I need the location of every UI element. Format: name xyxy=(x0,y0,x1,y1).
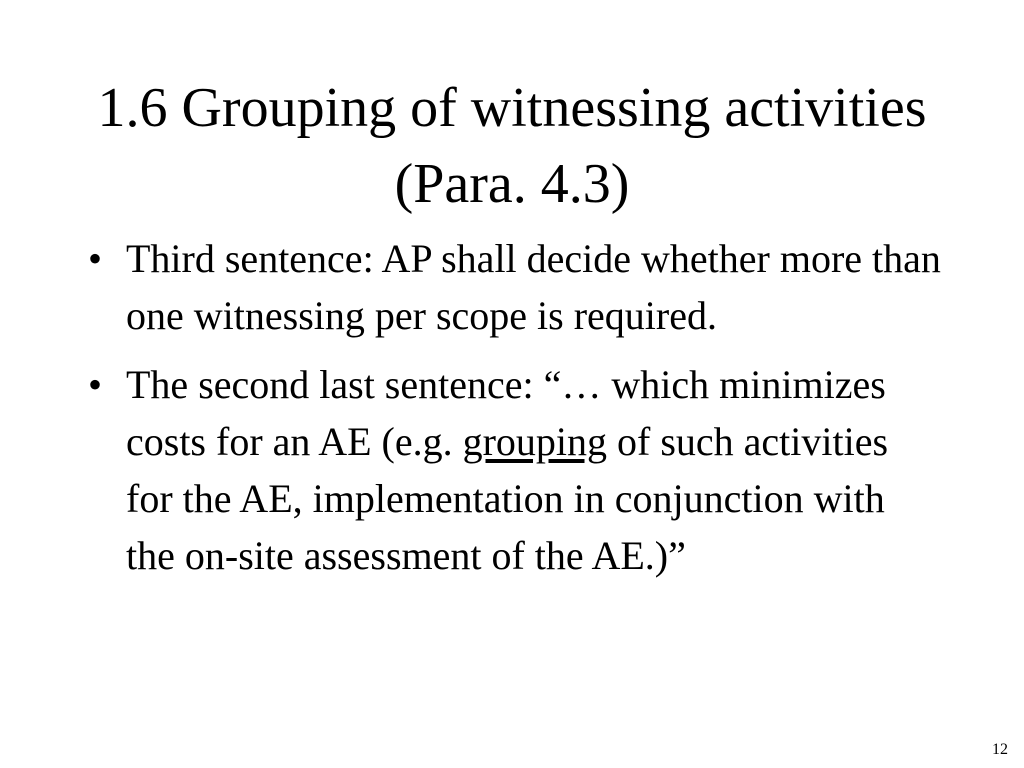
bullet-item-2 xyxy=(82,356,942,584)
bullet-text-before: The second last sentence: “… which minimizes costs for an AE (e.g. xyxy=(126,362,886,464)
page-number: 12 xyxy=(992,741,1008,758)
bullet-icon: • xyxy=(88,236,103,281)
bullet-item-1 xyxy=(82,230,942,344)
underlined-term: grouping xyxy=(462,419,608,464)
bullet-icon: • xyxy=(88,362,103,407)
bullet-text: Third sentence: AP shall decide whether more than one witnessing per scope is required. xyxy=(126,236,941,338)
bullet-list xyxy=(82,230,942,596)
bullet-text-after: of such activities for the AE, implementation in conjunction with the on-site assessment of the AE.)” xyxy=(126,419,889,578)
slide-title: 1.6 Grouping of witnessing activities (Para. 4.3) xyxy=(97,77,927,215)
